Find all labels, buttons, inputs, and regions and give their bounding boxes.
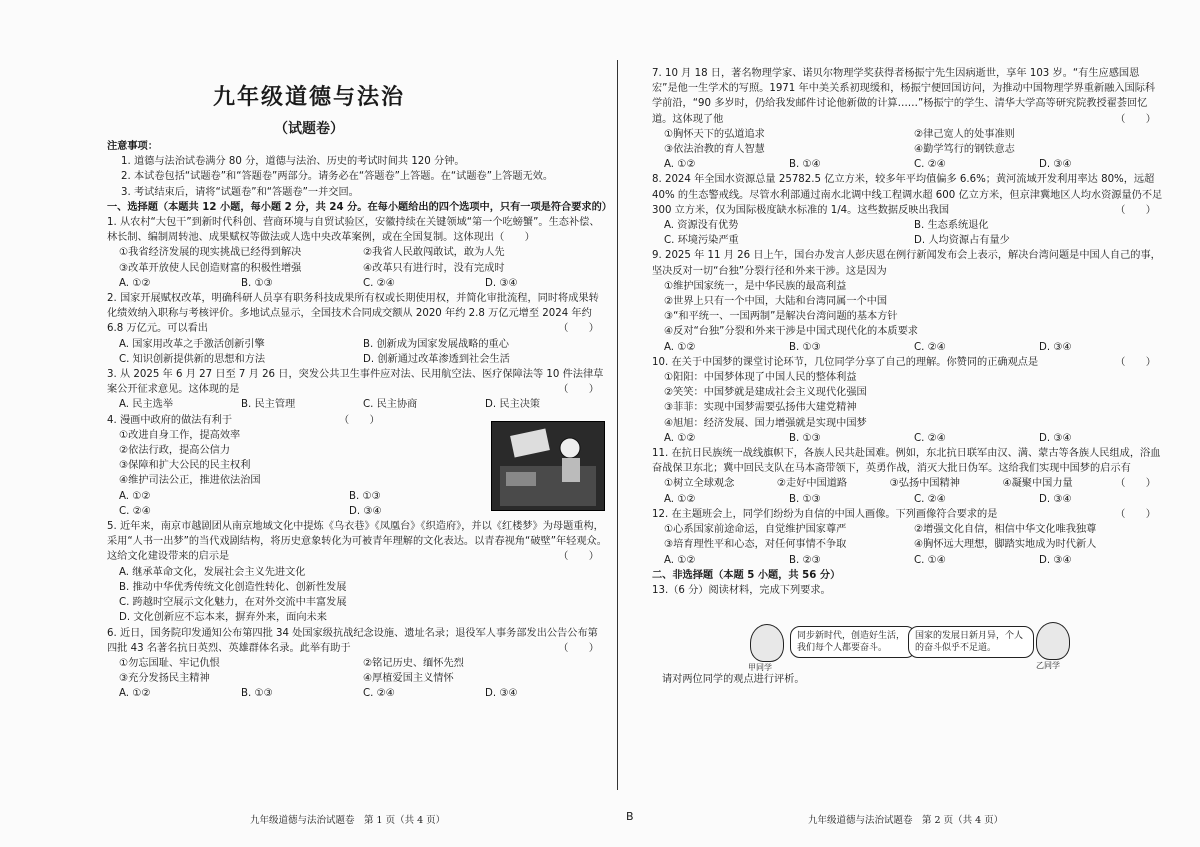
answer-choice: A. ①②: [664, 493, 696, 505]
option: ③“和平统一、一国两制”是解决台湾问题的基本方针: [664, 311, 898, 323]
option: ①胸怀天下的弘道追求: [664, 128, 765, 140]
cartoon-image: [491, 421, 605, 511]
answer-choice: C. ②④: [363, 277, 395, 289]
answer-choice: B. ①③: [789, 341, 821, 353]
option-group: [107, 656, 607, 686]
option: ②走好中国道路: [776, 478, 848, 490]
answer-choice: D. ③④: [349, 505, 382, 517]
answer-choice: A. ①②: [119, 490, 151, 502]
answer-choice: C. ②④: [914, 341, 946, 353]
answer-choices: [652, 431, 1164, 446]
answer-choice: B. ②③: [789, 554, 821, 566]
answer-choice: C. 民主协商: [363, 399, 418, 411]
option-group: [652, 522, 1164, 552]
option: ③菲菲：实现中国梦需要弘扬伟大建党精神: [664, 402, 857, 414]
answer-choice: D. 创新通过改革渗透到社会生活: [363, 353, 510, 365]
option: ④勤学笃行的钢铁意志: [914, 144, 1015, 156]
option-group: [652, 127, 1164, 157]
section-heading: 一、选择题（本题共 12 小题，每小题 2 分，共 24 分。在每小题给出的四个选项中，只有一项是符合要求的）: [107, 201, 612, 213]
answer-mark: （ ）: [1115, 508, 1156, 520]
exam-subtitle: （试题卷）: [274, 121, 344, 137]
answer-choice: C. 环境污染严重: [664, 235, 739, 247]
option: ②律己宽人的处事准则: [914, 128, 1015, 140]
option: ①我省经济发展的现实挑战已经得到解决: [119, 247, 302, 259]
answer-mark: （ ）: [558, 384, 599, 396]
answer-choice: B. ①③: [241, 688, 273, 700]
option: ④改革只有进行时，没有完成时: [363, 262, 505, 274]
answer-choice: B. ①③: [789, 432, 821, 444]
option: ②铭记历史、缅怀先烈: [363, 657, 464, 669]
sheet-letter: B: [626, 810, 634, 823]
answer-choice: D. ③④: [1039, 159, 1072, 171]
page-footer-right: 九年级道德与法治试题卷 第 2 页（共 4 页）: [808, 815, 1004, 826]
answer-choice: C. ①④: [914, 554, 946, 566]
answer-choice: C. ②④: [914, 493, 946, 505]
answer-choice: B. ①③: [241, 277, 273, 289]
answer-choice: C. ②④: [119, 505, 151, 517]
option: ②增强文化自信，相信中华文化唯我独尊: [914, 524, 1097, 536]
option: ④反对“台独”分裂和外来干涉是中国式现代化的本质要求: [664, 326, 918, 338]
answer-choice: A. ①②: [664, 159, 696, 171]
option: ③依法治教的育人智慧: [664, 144, 765, 156]
answer-choice: D. 人均资源占有量少: [914, 235, 1010, 247]
answer-mark: （ ）: [1115, 113, 1156, 125]
answer-choice: D. ③④: [1039, 493, 1072, 505]
note-item: 2. 本试卷包括“试题卷”和“答题卷”两部分。请务必在“答题卷”上答题。在“试题卷”上答题无效。: [121, 171, 554, 183]
note-item: 1. 道德与法治试卷满分 80 分，道德与法治、历史的考试时间共 120 分钟。: [121, 156, 465, 168]
answer-mark: （ ）: [1115, 204, 1156, 216]
answer-choice: D. ③④: [1039, 341, 1072, 353]
q13-task: 请对两位同学的观点进行评析。: [662, 674, 805, 685]
section-heading: 二、非选择题（本题 5 小题，共 56 分）: [652, 569, 841, 581]
question-stem: 13.（6 分）阅读材料，完成下列要求。: [652, 584, 831, 596]
speech-bubble-b: 国家的发展日新月异，个人的奋斗似乎不足道。: [908, 626, 1034, 658]
option: ①心系国家前途命运，自觉维护国家尊严: [664, 524, 847, 536]
answer-choices: [107, 337, 607, 367]
question-4: [107, 413, 607, 519]
answer-mark: （ ）: [558, 642, 599, 654]
answer-mark: （ ）: [1115, 356, 1156, 368]
option: ③改革开放使人民创造财富的积极性增强: [119, 262, 302, 274]
answer-choice: D. ③④: [1039, 432, 1072, 444]
option: ②我省人民敢闯敢试，敢为人先: [363, 247, 505, 259]
answer-choice: C. 跨越时空展示文化魅力，在对外交流中丰富发展: [119, 597, 347, 609]
answer-choice: A. ①②: [664, 341, 696, 353]
student-a-portrait: [750, 624, 784, 662]
answer-choice: B. 创新成为国家发展战略的重心: [363, 338, 509, 350]
option: ①阳阳：中国梦体现了中国人民的整体利益: [664, 372, 857, 384]
option: ④凝聚中国力量: [1002, 478, 1073, 490]
note-item: 3. 考试结束后，请将“试题卷”和“答题卷”一并交回。: [121, 186, 359, 198]
answer-choice: D. 民主决策: [485, 399, 541, 411]
option: ①树立全球观念: [664, 478, 735, 490]
answer-choice: A. ①②: [119, 688, 151, 700]
answer-choices: [652, 340, 1164, 355]
option: ③培育理性平和心态，对任何事情不争取: [664, 539, 847, 551]
page-right: [618, 0, 1200, 847]
option: ③保障和扩大公民的民主权利: [119, 460, 251, 472]
question-stem: 9. 2025 年 11 月 26 日上午，国台办发言人彭庆恩在例行新闻发布会上表示，解决台湾问题是中国人自己的事，坚决反对一切“台独”分裂行径和外来干涉。这是因为: [652, 250, 1161, 277]
option-group: [652, 476, 1115, 491]
answer-choice: A. 国家用改革之手激活创新引擎: [119, 338, 265, 350]
question-stem: 3. 从 2025 年 6 月 27 日至 7 月 26 日，突发公共卫生事件应对法、民用航空法、医疗保障法等 10 件法律草案公开征求意见。这体现的是 （ ）: [107, 367, 607, 397]
notes-heading: 注意事项：: [107, 141, 158, 152]
option: ①维护国家统一，是中华民族的最高利益: [664, 280, 847, 292]
question-stem: 5. 近年来，南京市越剧团从南京地域文化中提炼《乌衣巷》《凤凰台》《织造府》，并以《红楼梦》为母题重构，采用“人书一出梦”的当代戏剧结构，将历史意象转化为可被青年理解的文化表达。以青春视角“破壁”年轻观众。这给文化建设带来的启示是 （ ）: [107, 519, 607, 565]
page-footer-left: 九年级道德与法治试题卷 第 1 页（共 4 页）: [250, 815, 446, 826]
option: ④旭旭：经济发展、国力增强就是实现中国梦: [664, 417, 867, 429]
answer-choice: A. ①②: [664, 432, 696, 444]
answer-choice: B. ①④: [789, 159, 821, 171]
answer-choice: B. 民主管理: [241, 399, 296, 411]
question-stem: 4. 漫画中政府的做法有利于 （ ）: [107, 414, 380, 426]
right-column: [652, 66, 1164, 598]
speech-bubble-a: 同步新时代，创造好生活，我们每个人都要奋斗。: [790, 626, 916, 658]
exam-title: 九年级道德与法治: [212, 84, 405, 110]
question-stem: 1. 从农村“大包干”到新时代科创、营商环境与自贸试验区，安徽持续在关键领域“第一个吃螃蟹”。生态补偿、林长制、编制周转池、成果赋权等做法或人选中央改革案例，或在全国复制。这体现出（ ）: [107, 217, 600, 244]
answer-choices: [652, 157, 1164, 172]
option: ②世界上只有一个中国，大陆和台湾同属一个中国: [664, 296, 888, 308]
option: ③充分发扬民主精神: [119, 673, 210, 685]
answer-choice: A. 继承革命文化，发展社会主义先进文化: [119, 566, 306, 578]
answer-choice: A. 民主选举: [119, 399, 174, 411]
answer-mark: （ ）: [558, 323, 599, 335]
question-stem: 12. 在主题班会上，同学们纷纷为自信的中国人画像。下列画像符合要求的是 （ ）: [652, 507, 1164, 522]
answer-choice: A. ①②: [119, 277, 151, 289]
answer-choice: B. 生态系统退化: [914, 220, 989, 232]
option: ③弘扬中国精神: [889, 478, 960, 490]
question-stem: 6. 近日，国务院印发通知公布第四批 34 处国家级抗战纪念设施、遗址名录；退役军人事务部发出公告公布第四批 43 名著名抗日英烈、英雄群体名录。此举有助于 （ ）: [107, 626, 607, 656]
option: ①勿忘国耻、牢记仇恨: [119, 657, 220, 669]
answer-choice: B. ①③: [349, 490, 381, 502]
option-group: [107, 245, 607, 275]
left-column: [107, 139, 612, 702]
answer-choices: [107, 276, 607, 291]
answer-choices: [652, 553, 1164, 568]
option: ④维护司法公正，推进依法治国: [119, 475, 261, 487]
option: ①改进自身工作，提高效率: [119, 429, 241, 441]
answer-mark: （ ）: [558, 551, 599, 563]
student-a-label: 甲同学: [748, 663, 772, 672]
answer-choices: [107, 686, 607, 701]
question-stem: 7. 10 月 18 日，著名物理学家、诺贝尔物理学奖获得者杨振宁先生因病逝世，享年 103 岁。“有生应感国恩宏”是他一生学术的写照。1971 年中美关系初现缓和，杨振宁便回国访问，为推动中国物理学界重新融入国际科学前沿，“90 多岁时，仍给我发邮件讨论他新做的计算……”杨振宁的学生、清华大学高等研究院教授翟荟回忆道。这体现了他 （ ）: [652, 66, 1164, 127]
answer-choice: C. ②④: [363, 688, 395, 700]
option: ②依法行政，提高公信力: [119, 445, 231, 457]
option: ④胸怀远大理想，脚踏实地成为时代新人: [914, 539, 1097, 551]
answer-mark: （ ）: [1115, 478, 1156, 490]
question-stem: 10. 在关于中国梦的课堂讨论环节，几位同学分享了自己的理解。你赞同的正确观点是 （ ）: [652, 355, 1164, 370]
option: ④厚植爱国主义情怀: [363, 673, 454, 685]
student-b-label: 乙同学: [1036, 661, 1060, 670]
answer-choices: [107, 397, 607, 412]
answer-choice: D. ③④: [1039, 554, 1072, 566]
answer-choice: D. 文化创新应不忘本来，摒弃外来，面向未来: [119, 612, 327, 624]
answer-choice: C. 知识创新提供新的思想和方法: [119, 353, 266, 365]
answer-choice: A. ①②: [664, 554, 696, 566]
answer-choices: [652, 492, 1164, 507]
answer-mark: （ ）: [344, 414, 380, 426]
question-stem: 8. 2024 年全国水资源总量 25782.5 亿立方米，较多年平均值偏多 6.6%；黄河流域开发利用率达 80%，远超 40% 的生态警戒线。尽管水利部通过南水北调中线工程调水超 600 亿立方米，但京津冀地区人均水资源量仍不足 300 立方米，仅为国际极度缺水标准的 1/4。这些数据反映出我国 （ ）: [652, 172, 1164, 218]
answer-choice: D. ③④: [485, 277, 518, 289]
answer-choice: A. 资源没有优势: [664, 220, 739, 232]
answer-choice: C. ②④: [914, 432, 946, 444]
option: ②笑笑：中国梦就是建成社会主义现代化强国: [664, 387, 867, 399]
answer-choice: B. ①③: [789, 493, 821, 505]
question-stem: 11. 在抗日民族统一战线旗帜下，各族人民共赴国难。例如，东北抗日联军由汉、满、蒙古等各族人民组成，浴血奋战保卫东北；冀中回民支队在马本斋带领下，英勇作战，消灭大批日伪军。这给我们实现中国梦的启示有 （ ）: [652, 446, 1164, 476]
answer-choice: C. ②④: [914, 159, 946, 171]
answer-choices: [652, 218, 1164, 248]
answer-choice: D. ③④: [485, 688, 518, 700]
question-stem: 2. 国家开展赋权改革，明确科研人员享有职务科技成果所有权或长期使用权，并简化审批流程，同时将成果转化绩效纳入职称与考核评价。多地试点显示，全国技术合同成交额从 2020 年约 2.8 万亿元增至 2024 年约 6.8 万亿元。可以看出 （ ）: [107, 291, 607, 337]
student-b-portrait: [1036, 622, 1070, 660]
answer-choice: B. 推动中华优秀传统文化创造性转化、创新性发展: [119, 581, 347, 593]
